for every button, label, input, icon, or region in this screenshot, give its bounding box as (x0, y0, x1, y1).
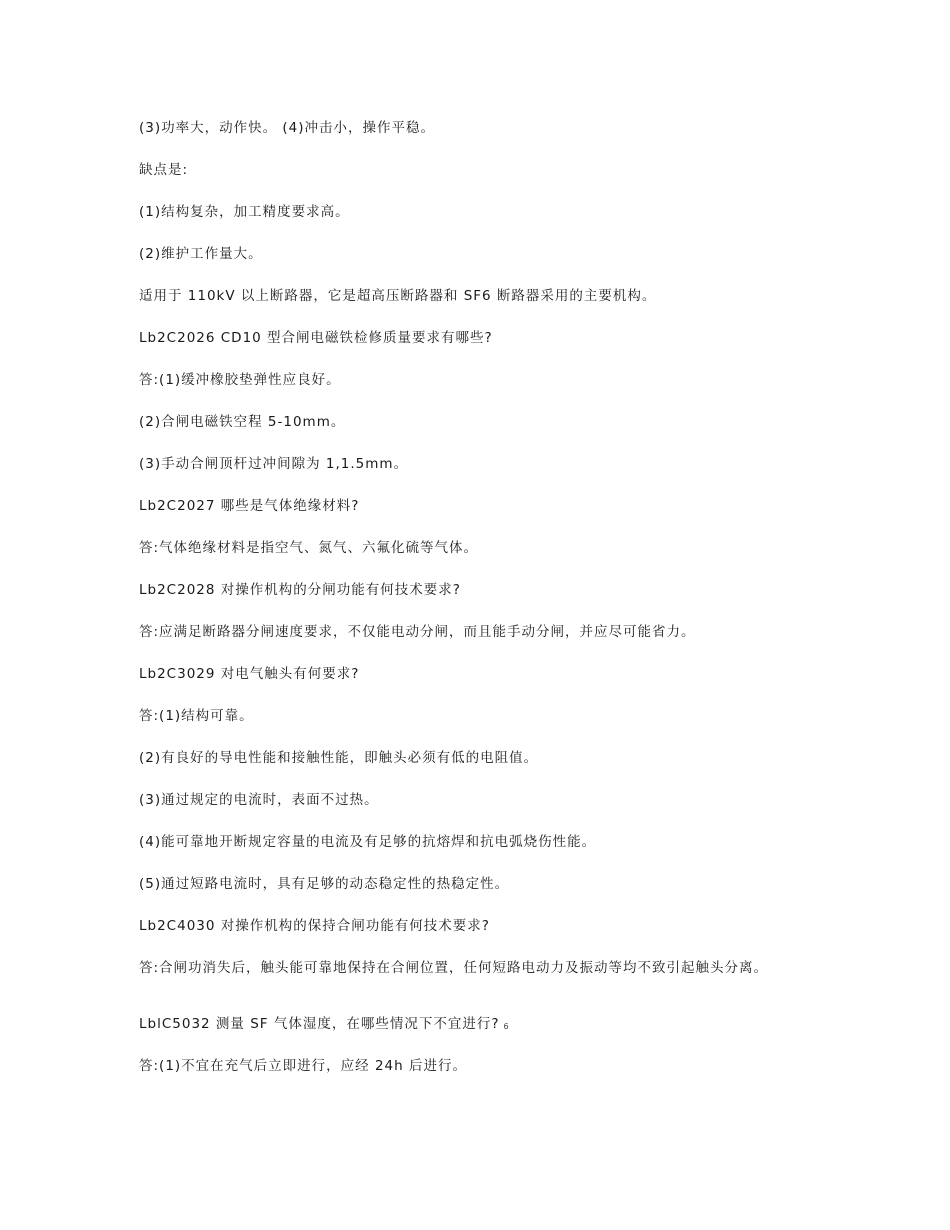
answer-line: 答:(1)缓冲橡胶垫弹性应良好。 (139, 372, 341, 388)
text-line: (3)功率大，动作快。 (4)冲击小，操作平稳。 (139, 120, 436, 136)
text-line: (4)能可靠地开断规定容量的电流及有足够的抗熔焊和抗电弧烧伤性能。 (139, 834, 597, 850)
question-heading: Lb2C2026 CD10 型合闸电磁铁检修质量要求有哪些? (139, 330, 493, 346)
question-heading: Lb2C2027 哪些是气体绝缘材料? (139, 498, 360, 514)
text-line: (2)维护工作量大。 (139, 246, 263, 262)
answer-line: 答:气体绝缘材料是指空气、氮气、六氟化硫等气体。 (139, 540, 479, 556)
text-line: (1)结构复杂，加工精度要求高。 (139, 204, 350, 220)
text-line: (2)有良好的导电性能和接触性能，即触头必须有低的电阻值。 (139, 750, 539, 766)
question-heading: Lb2C4030 对操作机构的保持合闸功能有何技术要求? (139, 918, 490, 934)
question-heading: Lb2C3029 对电气触头有何要求? (139, 666, 360, 682)
answer-line: 答:(1)不宜在充气后立即进行，应经 24h 后进行。 (139, 1058, 467, 1074)
question-text: LblC5032 测量 SF 气体湿度，在哪些情况下不宜进行? (139, 1016, 500, 1032)
text-line: (3)手动合闸顶杆过冲间隙为 1,1.5mm。 (139, 456, 409, 472)
document-body (139, 118, 839, 1098)
text-line: (2)合闸电磁铁空程 5-10mm。 (139, 414, 346, 430)
subscript-mark: 6 (503, 1022, 509, 1031)
text-line: 缺点是: (139, 162, 189, 178)
answer-line: 答:应满足断路器分闸速度要求，不仅能电动分闸，而且能手动分闸，并应尽可能省力。 (139, 624, 696, 640)
question-heading: Lb2C2028 对操作机构的分闸功能有何技术要求? (139, 582, 461, 598)
text-line: (5)通过短路电流时，具有足够的动态稳定性的热稳定性。 (139, 876, 510, 892)
answer-line: 答:合闸功消失后，触头能可靠地保持在合闸位置，任何短路电动力及振动等均不致引起触头分离。 (139, 960, 769, 976)
question-heading-with-mark (139, 1014, 839, 1034)
text-line: 适用于 110kV 以上断路器，它是超高压断路器和 SF6 断路器采用的主要机构。 (139, 288, 657, 304)
text-line: (3)通过规定的电流时，表面不过热。 (139, 792, 379, 808)
answer-line: 答:(1)结构可靠。 (139, 708, 254, 724)
